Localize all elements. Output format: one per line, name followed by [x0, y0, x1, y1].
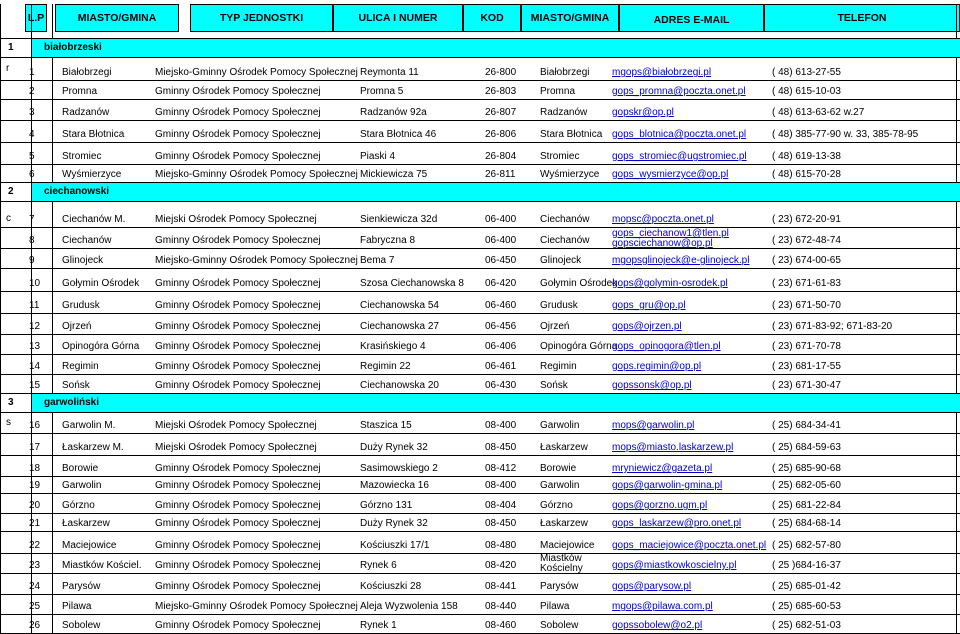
row-miasto2: Ojrzeń [540, 321, 570, 332]
row-lp: 7 [29, 214, 35, 225]
row-miasto: Borowie [62, 463, 99, 474]
row-lp: 19 [29, 480, 41, 491]
row-kod: 26-806 [485, 129, 517, 140]
row-ulica: Regimin 22 [360, 361, 411, 372]
row-miasto: Ojrzeń [62, 321, 92, 332]
row-telefon: ( 23) 672-48-74 [772, 235, 841, 246]
group-band [0, 38, 960, 58]
row-kod: 26-800 [485, 67, 517, 78]
row-miasto: Ciechanów [62, 235, 112, 246]
row-lp: 6 [29, 169, 35, 180]
row-lp: 25 [29, 601, 41, 612]
group-divider [31, 183, 32, 201]
row-miasto: Sobolew [62, 620, 101, 631]
row-kod: 26-803 [485, 86, 517, 97]
row-kod: 08-440 [485, 601, 517, 612]
row-telefon: ( 25) 685-60-53 [772, 601, 841, 612]
row-telefon: ( 23) 681-17-55 [772, 361, 841, 372]
row-email[interactable]: mops@miasto.laskarzew.pl [612, 442, 734, 453]
row-ulica: Mazowiecka 16 [360, 480, 429, 491]
row-miasto2: Grudusk [540, 300, 578, 311]
row-lp: 18 [29, 463, 41, 474]
row-email[interactable]: gops_opinogora@tlen.pl [612, 341, 721, 352]
group-fill [31, 39, 960, 57]
row-telefon: ( 25) 685-90-68 [772, 463, 841, 474]
row-miasto2: Radzanów [540, 107, 588, 118]
row-email[interactable]: gops_gru@op.pl [612, 300, 686, 311]
row-miasto2: Ciechanów [540, 214, 590, 225]
row-typ: Gminny Ośrodek Pomocy Społecznej [155, 151, 321, 162]
row-typ: Miejski Ośrodek Pomocy Społecznej [155, 420, 317, 431]
row-miasto: Opinogóra Górna [62, 341, 140, 352]
row-ulica: Mickiewicza 75 [360, 169, 428, 180]
table-row [0, 248, 960, 269]
row-typ: Miejsko-Gminny Ośrodek Pomocy Społecznej [155, 169, 358, 180]
row-kod: 08-450 [485, 518, 517, 529]
row-email[interactable]: gopssonsk@op.pl [612, 380, 692, 391]
row-lp: 1 [29, 67, 35, 78]
row-telefon: ( 23) 672-20-91 [772, 214, 841, 225]
row-telefon: ( 48) 615-10-03 [772, 86, 841, 97]
row-kod: 26-804 [485, 151, 517, 162]
row-miasto: Górzno [62, 500, 95, 511]
group-letter: r [6, 63, 10, 74]
row-telefon: ( 48) 385-77-90 w. 33, 385-78-95 [772, 129, 919, 140]
row-lp: 22 [29, 540, 41, 551]
table-row [0, 476, 960, 494]
row-miasto: Garwolin M. [62, 420, 116, 431]
row-miasto2: Parysów [540, 581, 579, 592]
table-row [0, 455, 960, 477]
row-telefon: ( 25) 682-57-80 [772, 540, 841, 551]
row-telefon: ( 25) 685-01-42 [772, 581, 841, 592]
row-lp: 17 [29, 442, 41, 453]
row-typ: Miejsko-Gminny Ośrodek Pomocy Społecznej [155, 67, 358, 78]
row-email[interactable]: mgops@pilawa.com.pl [612, 601, 713, 612]
group-name: garwoliński [44, 397, 100, 408]
row-ulica: Krasińskiego 4 [360, 341, 426, 352]
row-email[interactable]: gops_maciejowice@poczta.onet.pl [612, 540, 767, 551]
row-telefon: ( 23) 671-30-47 [772, 380, 841, 391]
row-typ: Gminny Ośrodek Pomocy Społecznej [155, 235, 321, 246]
row-ulica: Rynek 6 [360, 560, 397, 571]
row-typ: Gminny Ośrodek Pomocy Społecznej [155, 620, 321, 631]
row-email-2[interactable]: gopsciechanow@op.pl [612, 238, 713, 249]
row-kod: 08-441 [485, 581, 517, 592]
row-email[interactable]: gops@gorzno.ugm.pl [612, 500, 708, 511]
row-typ: Miejsko-Gminny Ośrodek Pomocy Społecznej [155, 601, 358, 612]
row-ulica: Radzanów 92a [360, 107, 427, 118]
row-ulica: Staszica 15 [360, 420, 412, 431]
group-fill [31, 183, 960, 201]
header-telefon: TELEFON [764, 4, 960, 32]
row-typ: Miejsko-Gminny Ośrodek Pomocy Społecznej [155, 255, 358, 266]
row-typ: Gminny Ośrodek Pomocy Społecznej [155, 129, 321, 140]
row-miasto2-line2: Kościelny [540, 563, 583, 574]
row-ulica: Ciechanowska 27 [360, 321, 439, 332]
row-miasto2: Sońsk [540, 380, 568, 391]
row-miasto: Maciejowice [62, 540, 117, 551]
row-telefon: ( 23) 671-50-70 [772, 300, 841, 311]
table-row [0, 493, 960, 514]
table-row [0, 142, 960, 165]
row-telefon: ( 25) 684-68-14 [772, 518, 841, 529]
row-miasto: Parysów [62, 581, 101, 592]
row-lp: 2 [29, 86, 35, 97]
row-miasto: Radzanów [62, 107, 110, 118]
row-email[interactable]: gops@miastkowkoscielny.pl [612, 560, 737, 571]
row-miasto: Pilawa [62, 601, 92, 612]
row-email[interactable]: mgops@białobrzegi.pl [612, 67, 712, 78]
row-lp: 11 [29, 300, 40, 311]
row-email[interactable]: mryniewicz@gazeta.pl [612, 463, 713, 474]
row-ulica: Ciechanowska 20 [360, 380, 439, 391]
row-lp: 24 [29, 581, 41, 592]
table-row [0, 374, 960, 394]
table-row [0, 334, 960, 355]
group-number: 1 [8, 42, 14, 53]
row-typ: Gminny Ośrodek Pomocy Społecznej [155, 341, 321, 352]
row-typ: Miejski Ośrodek Pomocy Społecznej [155, 214, 317, 225]
row-typ: Gminny Ośrodek Pomocy Społecznej [155, 480, 321, 491]
row-email[interactable]: gops@ojrzen.pl [612, 321, 682, 332]
row-miasto2: Stromiec [540, 151, 580, 162]
row-miasto2: Glinojeck [540, 255, 582, 266]
row-miasto: Łaskarzew M. [62, 442, 124, 453]
row-email[interactable]: mopsc@poczta.onet.pl [612, 214, 714, 225]
table-row [0, 531, 960, 554]
row-ulica: Promna 5 [360, 86, 404, 97]
table-row [0, 594, 960, 615]
row-lp: 23 [29, 560, 41, 571]
row-kod: 06-430 [485, 380, 517, 391]
row-miasto2: Garwolin [540, 420, 580, 431]
row-telefon: ( 23) 671-61-83 [772, 278, 841, 289]
row-lp: 26 [29, 620, 41, 631]
row-email[interactable]: gopssobolew@o2.pl [612, 620, 703, 631]
row-miasto2: Białobrzegi [540, 67, 590, 78]
row-email[interactable]: gops@parysow.pl [612, 581, 692, 592]
row-ulica: Ciechanowska 54 [360, 300, 439, 311]
row-lp: 12 [29, 321, 41, 332]
row-kod: 26-807 [485, 107, 517, 118]
row-typ: Gminny Ośrodek Pomocy Społecznej [155, 581, 321, 592]
row-typ: Gminny Ośrodek Pomocy Społecznej [155, 107, 321, 118]
group-band [0, 182, 960, 202]
table-row [0, 164, 960, 183]
table-row [0, 354, 960, 375]
row-kod: 08-480 [485, 540, 517, 551]
row-miasto: Wyśmierzyce [62, 169, 122, 180]
row-kod: 06-450 [485, 255, 517, 266]
group-fill [31, 394, 960, 412]
row-kod: 08-460 [485, 620, 517, 631]
table-row [0, 78, 960, 100]
row-lp: 20 [29, 500, 41, 511]
row-kod: 06-406 [485, 341, 517, 352]
row-ulica: Stara Błotnica 46 [360, 129, 437, 140]
row-miasto2: Regimin [540, 361, 577, 372]
header-typ: TYP JEDNOSTKI [190, 4, 333, 32]
row-telefon: ( 23) 674-00-65 [772, 255, 841, 266]
row-email[interactable]: gops@golymin-osrodek.pl [612, 278, 728, 289]
row-miasto: Sońsk [62, 380, 90, 391]
row-kod: 06-400 [485, 235, 517, 246]
row-miasto2: Ciechanów [540, 235, 590, 246]
row-ulica: Duży Rynek 32 [360, 442, 428, 453]
row-ulica: Sasimowskiego 2 [360, 463, 438, 474]
row-typ: Gminny Ośrodek Pomocy Społecznej [155, 86, 321, 97]
row-miasto2: Łaskarzew [540, 518, 588, 529]
row-miasto2: Miastków [540, 553, 582, 564]
row-email[interactable]: mgopsglinojeck@e-glinojeck.pl [612, 255, 750, 266]
header-ulica: ULICA I NUMER [333, 4, 463, 32]
row-typ: Gminny Ośrodek Pomocy Społecznej [155, 500, 321, 511]
table-row [0, 268, 960, 292]
group-name: białobrzeski [44, 42, 102, 53]
row-typ: Gminny Ośrodek Pomocy Społecznej [155, 463, 321, 474]
row-typ: Gminny Ośrodek Pomocy Społecznej [155, 321, 321, 332]
group-band [0, 393, 960, 413]
group-divider [31, 39, 32, 57]
header-miasto2: MIASTO/GMINA [521, 4, 619, 32]
row-kod: 08-420 [485, 560, 517, 571]
row-ulica: Kościuszki 28 [360, 581, 422, 592]
header-kod: KOD [463, 4, 521, 32]
row-miasto: Łaskarzew [62, 518, 110, 529]
row-lp: 10 [29, 278, 41, 289]
row-miasto2: Promna [540, 86, 576, 97]
row-kod: 08-412 [485, 463, 517, 474]
table-row [0, 573, 960, 595]
row-miasto2: Sobolew [540, 620, 579, 631]
row-kod: 26-811 [485, 169, 516, 180]
table-row [0, 553, 960, 574]
row-email[interactable]: gops_promna@poczta.onet.pl [612, 86, 746, 97]
row-miasto: Regimin [62, 361, 99, 372]
table-row [0, 433, 960, 456]
row-typ: Miejski Ośrodek Pomocy Społecznej [155, 442, 317, 453]
row-miasto2: Maciejowice [540, 540, 595, 551]
row-miasto2: Opinogóra Górna [540, 341, 618, 352]
row-kod: 06-420 [485, 278, 517, 289]
table-row [0, 313, 960, 335]
row-ulica: Piaski 4 [360, 151, 396, 162]
row-miasto2: Wyśmierzyce [540, 169, 600, 180]
row-typ: Gminny Ośrodek Pomocy Społecznej [155, 380, 321, 391]
row-lp: 9 [29, 255, 35, 266]
row-lp: 8 [29, 235, 35, 246]
row-telefon: ( 48) 613-63-62 w.27 [772, 107, 865, 118]
row-email[interactable]: gops_wysmierzyce@op.pl [612, 169, 729, 180]
row-email[interactable]: gops.regimin@op.pl [612, 361, 702, 372]
row-lp: 13 [29, 341, 41, 352]
row-miasto: Stara Błotnica [62, 129, 125, 140]
row-kod: 06-461 [485, 361, 517, 372]
row-miasto: Glinojeck [62, 255, 104, 266]
header-miasto: MIASTO/GMINA [55, 4, 179, 32]
row-ulica: Aleja Wyzwolenia 158 [360, 601, 458, 612]
table-row [0, 291, 960, 314]
row-miasto: Grudusk [62, 300, 100, 311]
row-lp: 5 [29, 151, 35, 162]
row-miasto2: Borowie [540, 463, 577, 474]
row-miasto: Ciechanów M. [62, 214, 126, 225]
table-row [0, 99, 960, 121]
row-kod: 08-450 [485, 442, 517, 453]
row-lp: 16 [29, 420, 41, 431]
row-kod: 06-400 [485, 214, 517, 225]
row-email[interactable]: gops_ciechanow1@tlen.pl [612, 228, 729, 239]
row-typ: Gminny Ośrodek Pomocy Społecznej [155, 300, 321, 311]
table-row [0, 414, 960, 434]
row-ulica: Bema 7 [360, 255, 395, 266]
row-kod: 06-456 [485, 321, 517, 332]
row-lp: 15 [29, 380, 41, 391]
row-email[interactable]: gops@garwolin-gmina.pl [612, 480, 723, 491]
table-row [0, 227, 960, 249]
table-row [0, 120, 960, 143]
row-ulica: Górzno 131 [360, 500, 413, 511]
row-lp: 4 [29, 129, 35, 140]
row-typ: Gminny Ośrodek Pomocy Społecznej [155, 560, 321, 571]
row-email[interactable]: gops_laskarzew@pro.onet.pl [612, 518, 742, 529]
row-miasto2: Górzno [540, 500, 573, 511]
table-row [0, 210, 960, 228]
row-miasto: Białobrzegi [62, 67, 112, 78]
table-row [0, 513, 960, 532]
row-miasto: Gołymin Ośrodek [62, 278, 140, 289]
row-miasto: Promna [62, 86, 98, 97]
group-letter: c [6, 213, 11, 224]
group-number: 2 [8, 186, 14, 197]
row-ulica: Reymonta 11 [360, 67, 419, 78]
row-email[interactable]: mops@garwolin.pl [612, 420, 695, 431]
row-ulica: Sienkiewicza 32d [360, 214, 438, 225]
row-email[interactable]: gops_stromiec@ugstromiec.pl [612, 151, 747, 162]
row-telefon: ( 23) 671-83-92; 671-83-20 [772, 321, 893, 332]
group-name: ciechanowski [44, 186, 110, 197]
row-telefon: ( 25) 682-51-03 [772, 620, 841, 631]
group-letter: s [6, 417, 11, 428]
group-number: 3 [8, 397, 14, 408]
row-kod: 08-400 [485, 420, 517, 431]
row-typ: Gminny Ośrodek Pomocy Społecznej [155, 278, 321, 289]
row-telefon: ( 48) 615-70-28 [772, 169, 841, 180]
row-miasto2: Garwolin [540, 480, 580, 491]
row-miasto: Stromiec [62, 151, 102, 162]
table-row [0, 614, 960, 634]
row-miasto: Miastków Kościel. [62, 560, 142, 571]
row-telefon: ( 48) 613-27-55 [772, 67, 841, 78]
row-ulica: Duży Rynek 32 [360, 518, 428, 529]
row-telefon: ( 25) 681-22-84 [772, 500, 841, 511]
row-telefon: ( 48) 619-13-38 [772, 151, 841, 162]
row-ulica: Kościuszki 17/1 [360, 540, 430, 551]
row-telefon: ( 23) 671-70-78 [772, 341, 841, 352]
header-lp: L.P [25, 4, 47, 32]
row-ulica: Szosa Ciechanowska 8 [360, 278, 464, 289]
row-telefon: ( 25) 684-34-41 [772, 420, 841, 431]
row-telefon: ( 25 )684-16-37 [772, 560, 841, 571]
row-kod: 08-400 [485, 480, 517, 491]
row-kod: 08-404 [485, 500, 517, 511]
row-email[interactable]: gopskr@op.pl [612, 107, 674, 118]
row-telefon: ( 25) 682-05-60 [772, 480, 841, 491]
row-lp: 3 [29, 107, 35, 118]
row-typ: Gminny Ośrodek Pomocy Społecznej [155, 361, 321, 372]
row-email[interactable]: gops_blotnica@poczta.onet.pl [612, 129, 747, 140]
row-ulica: Rynek 1 [360, 620, 397, 631]
row-miasto2: Gołymin Ośrodek [540, 278, 618, 289]
row-miasto2: Stara Błotnica [540, 129, 603, 140]
row-miasto2: Łaskarzew [540, 442, 588, 453]
header-email: ADRES E-MAIL [619, 4, 764, 32]
row-typ: Gminny Ośrodek Pomocy Społecznej [155, 540, 321, 551]
group-divider [31, 394, 32, 412]
row-lp: 14 [29, 361, 41, 372]
row-typ: Gminny Ośrodek Pomocy Społecznej [155, 518, 321, 529]
row-miasto2: Pilawa [540, 601, 570, 612]
row-ulica: Fabryczna 8 [360, 235, 416, 246]
row-telefon: ( 25) 684-59-63 [772, 442, 841, 453]
row-lp: 21 [29, 518, 41, 529]
row-kod: 06-460 [485, 300, 517, 311]
row-miasto: Garwolin [62, 480, 102, 491]
